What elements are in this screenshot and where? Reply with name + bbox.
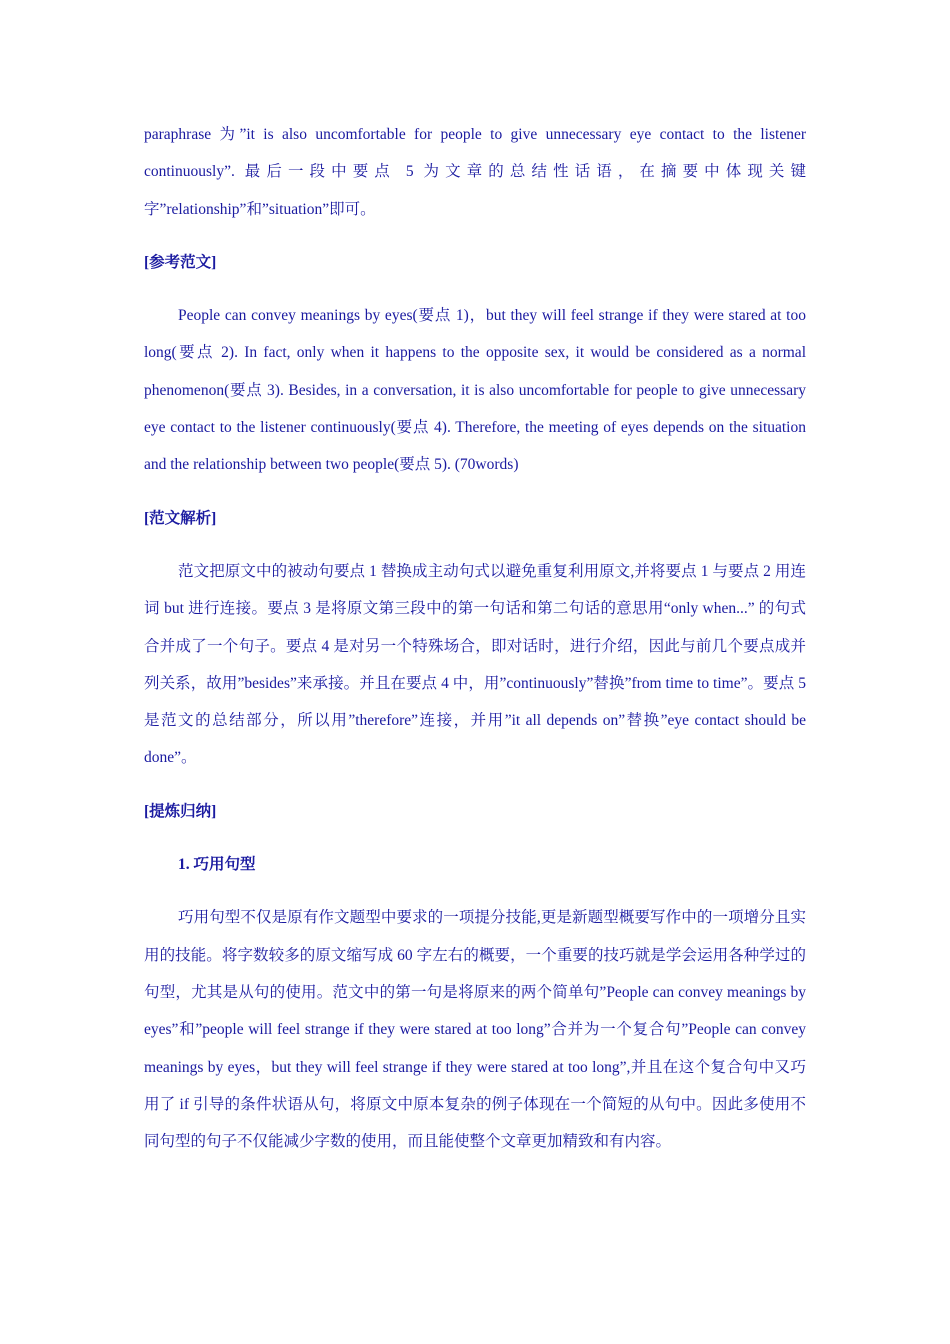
essay-analysis-heading: [范文解析] [144,509,217,527]
spacer [144,484,806,500]
spacer [144,281,806,297]
reference-essay-body: People can convey meanings by eyes(要点 1)，but they will feel strange if they were stared at too long(要点 2). In fact, only when it happens to the opposite sex, it would be considered as a normal phenomenon(要点 3). Besides, in a conversation, it is also uncomfortable for people to give unnecessary eye contact to the listener continuously(要点 4). Therefore, the meeting of eyes depends on the situation and the relationship between two people(要点 5). (70words) [144,307,806,474]
summary-body: 巧用句型不仅是原有作文题型中要求的一项提分技能,更是新题型概要写作中的一项增分且实用的技能。将字数较多的原文缩写成 60 字左右的概要，一个重要的技巧就是学会运用各种学过的句型，尤其是从句的使用。范文中的第一句是将原来的两个简单句”People can convey meanings by eyes”和”people will feel strange if they were stared at too long”合并为一个复合句”People can convey meanings by eyes，but they will feel strange if they were stared at too long”,并且在这个复合句中又巧用了 if 引导的条件状语从句，将原文中原本复杂的例子体现在一个简短的从句中。因此多使用不同句型的句子不仅能减少字数的使用，而且能使整个文章更加精致和有内容。 [144,909,806,1151]
document-page [144,116,806,1160]
spacer [144,537,806,553]
spacer [144,830,806,846]
spacer [144,883,806,899]
intro-paragraph: paraphrase 为”it is also uncomfortable for people to give unnecessary eye contact to the listener continuously”. 最后一段中要点 5 为文章的总结性话语，在摘要中体现关键字”relationship”和”situation”即可。 [144,126,806,218]
summary-heading: [提炼归纳] [144,802,217,820]
spacer [144,228,806,244]
summary-subheading: 1. 巧用句型 [178,856,256,874]
spacer [144,777,806,793]
reference-essay-heading: [参考范文] [144,253,217,271]
essay-analysis-body: 范文把原文中的被动句要点 1 替换成主动句式以避免重复利用原文,并将要点 1 与要点 2 用连词 but 进行连接。要点 3 是将原文第三段中的第一句话和第二句话的意思用“only when...” 的句式合并成了一个句子。要点 4 是对另一个特殊场合，即对话时，进行介绍，因此与前几个要点成并列关系，故用”besides”来承接。并且在要点 4 中，用”continuously”替换”from time to time”。要点 5 是范文的总结部分，所以用”therefore”连接，并用”it all depends on”替换”eye contact should be done”。 [144,562,806,767]
